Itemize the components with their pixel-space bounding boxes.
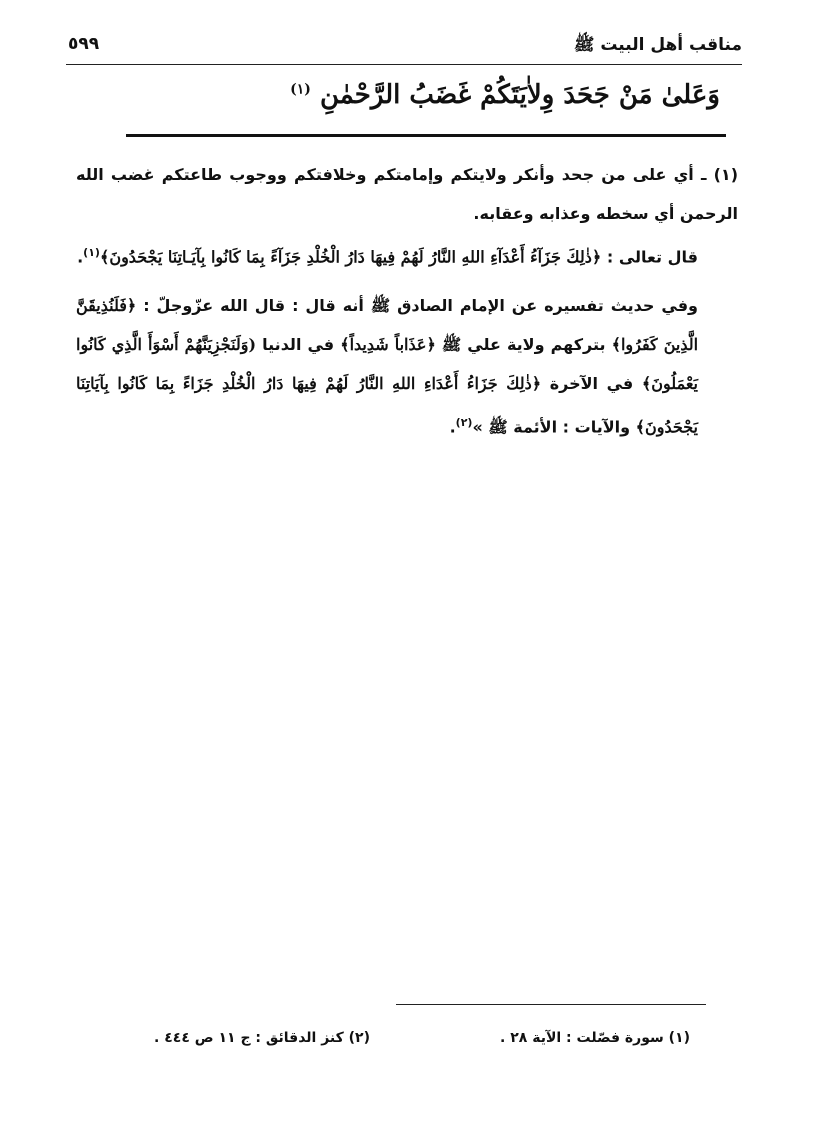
commentary-lead-number: (١) ـ xyxy=(700,165,738,184)
hadith-text: في الدنيا xyxy=(262,335,335,355)
hadith-text: بتركهم ولاية علي ﷺ xyxy=(441,335,606,355)
running-title: مناقب أهل البيت ﷺ xyxy=(573,35,742,55)
footnote-ref-1[interactable]: (١) xyxy=(83,246,100,259)
footnote-ref-2[interactable]: (٢) xyxy=(455,416,473,430)
commentary-paragraph-3 xyxy=(76,286,738,446)
hadith-intro: وفي حديث تفسيره عن الإمام الصادق ﷺ أنه قال : قال الله عزّوجلّ : xyxy=(143,296,698,316)
commentary-body xyxy=(76,155,738,447)
commentary-paragraph-2 xyxy=(76,233,738,276)
footnote-1: (١) سورة فصّلت : الآية ٢٨ . xyxy=(500,1030,690,1046)
page-number: ٥٩٩ xyxy=(68,34,100,54)
verse-footnote-ref[interactable]: (١) xyxy=(290,81,311,98)
quran-quote: ﴿عَذَاباً شَدِيداً﴾ xyxy=(340,335,436,355)
footnotes xyxy=(130,1024,690,1054)
quran-quote: ﴿فَلَنُذِيقَنَّ الَّذِينَ كَفَرُوا﴾ xyxy=(76,296,699,355)
quran-quote: (وَلَنَجْزِيَنَّهُمْ أَسْوَأَ الَّذِي كَانُوا يَعْمَلُونَ﴾ xyxy=(76,335,698,394)
hadith-text: والآيات : الأئمة ﷺ » xyxy=(472,417,631,437)
commentary-paragraph-1 xyxy=(76,155,738,233)
footnote-divider xyxy=(396,1004,706,1005)
commentary-text-1: أي على من جحد وأنكر ولايتكم وإمامتكم وخلافتكم ووجوب طاعتكم غضب الله الرحمن أي سخطه وعذابه وعقابه. xyxy=(76,165,738,223)
quran-intro: قال تعالى : xyxy=(606,247,698,267)
verse-divider xyxy=(126,134,726,137)
verse-line xyxy=(290,80,720,110)
header-divider xyxy=(66,64,742,65)
verse-text: وَعَلىٰ مَنْ جَحَدَ وِلاٰيَتَكُمْ غَضَبُ الرَّحْمٰنِ xyxy=(319,80,720,110)
hadith-text: في الآخرة xyxy=(549,374,634,394)
quran-quote: ﴿ذٰلِكَ جَزَاءُ أَعْدَاءِ اللهِ النَّارُ لَهُمْ فِيهَا دَارُ الْخُلْدِ جَزَاءً بِمَا كَانُوا بِآيَاتِنَا يَجْحَدُونَ﴾ xyxy=(76,374,698,437)
page-header xyxy=(66,30,742,64)
period: . xyxy=(77,247,84,267)
period: . xyxy=(449,417,456,437)
footnote-2: (٢) كنز الدقائق : ج ١١ ص ٤٤٤ . xyxy=(154,1030,370,1046)
quran-quote: ﴿ذٰلِكَ جَزَآءُ أَعْدَآءِ اللهِ النَّارُ لَهُمْ فِيهَا دَارُ الْخُلْدِ جَزَآءً بِمَا كَانُوا بِآيَـاتِنَا يَجْحَدُونَ﴾ xyxy=(99,247,602,267)
